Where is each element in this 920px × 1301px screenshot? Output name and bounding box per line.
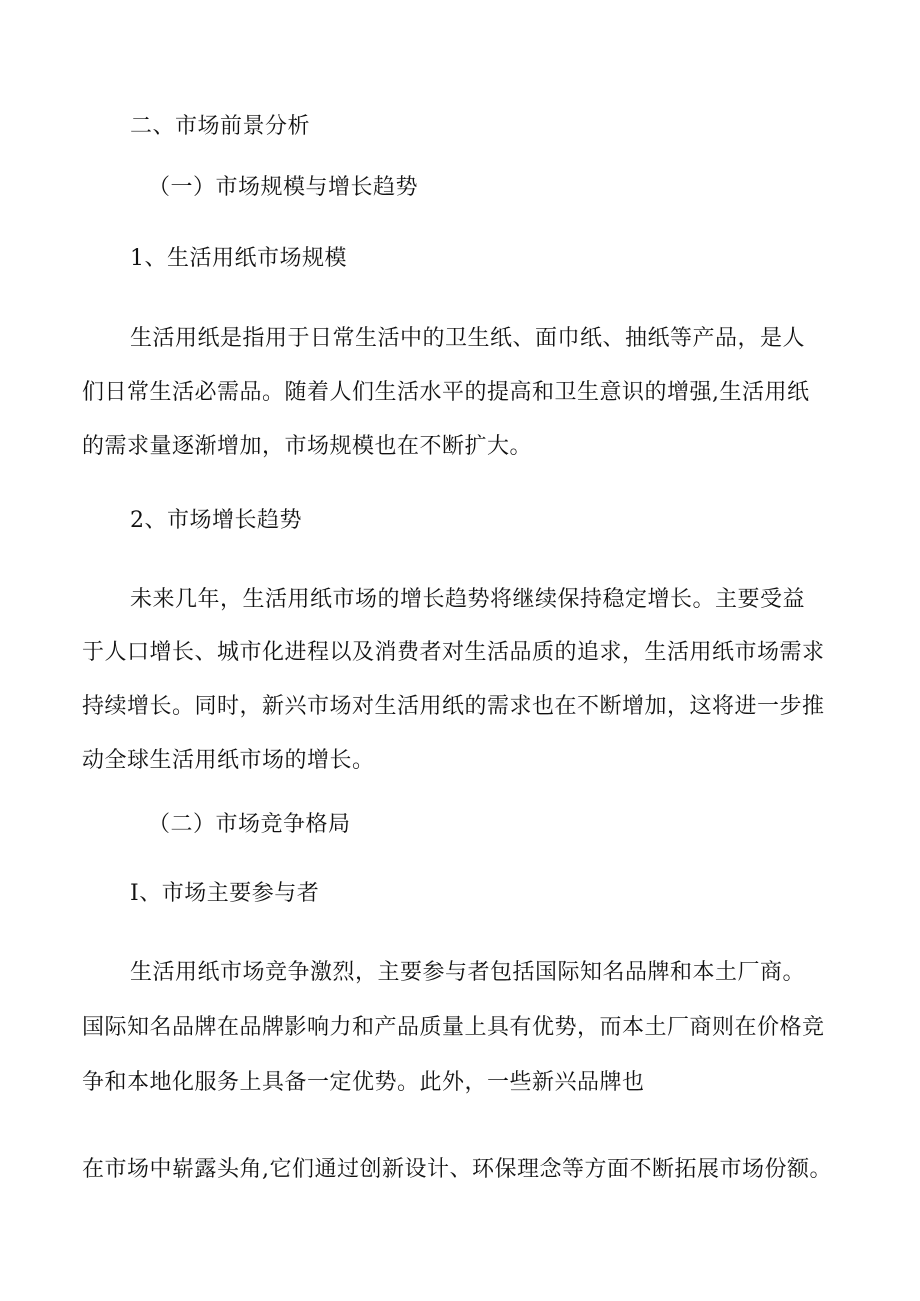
paragraph-line: 动全球生活用纸市场的增长。 <box>82 748 375 773</box>
paragraph-line: 于人口增长、城市化进程以及消费者对生活品质的追求，生活用纸市场需求 <box>82 640 825 665</box>
subsection-title-1: （一）市场规模与增长趋势 <box>148 175 419 200</box>
paragraph-line: 国际知名品牌在品牌影响力和产品质量上具有优势，而本土厂商则在价格竞 <box>82 1015 825 1040</box>
paragraph-line: 生活用纸是指用于日常生活中的卫生纸、面巾纸、抽纸等产品，是人 <box>130 326 806 351</box>
paragraph-line: 们日常生活必需品。随着人们生活水平的提高和卫生意识的增强,生活用纸 <box>82 380 810 405</box>
section-title: 二、市场前景分析 <box>130 114 311 139</box>
paragraph-line: 争和本地化服务上具备一定优势。此外，一些新兴品牌也 <box>82 1070 645 1095</box>
item-title-1: 1、生活用纸市场规模 <box>130 246 347 271</box>
paragraph-line: 生活用纸市场竞争激烈，主要参与者包括国际知名品牌和本土厂商。 <box>130 960 806 985</box>
subsection-title-2: （二）市场竞争格局 <box>148 812 351 837</box>
item-title-3: I、市场主要参与者 <box>130 881 320 906</box>
paragraph-line: 持续增长。同时，新兴市场对生活用纸的需求也在不断增加，这将进一步推 <box>82 694 825 719</box>
paragraph-line: 在市场中崭露头角,它们通过创新设计、环保理念等方面不断拓展市场份额。 <box>82 1157 832 1182</box>
paragraph-line: 未来几年，生活用纸市场的增长趋势将继续保持稳定增长。主要受益 <box>130 587 806 612</box>
paragraph-line: 的需求量逐渐增加，市场规模也在不断扩大。 <box>82 434 533 459</box>
item-title-2: 2、市场增长趋势 <box>130 508 302 533</box>
